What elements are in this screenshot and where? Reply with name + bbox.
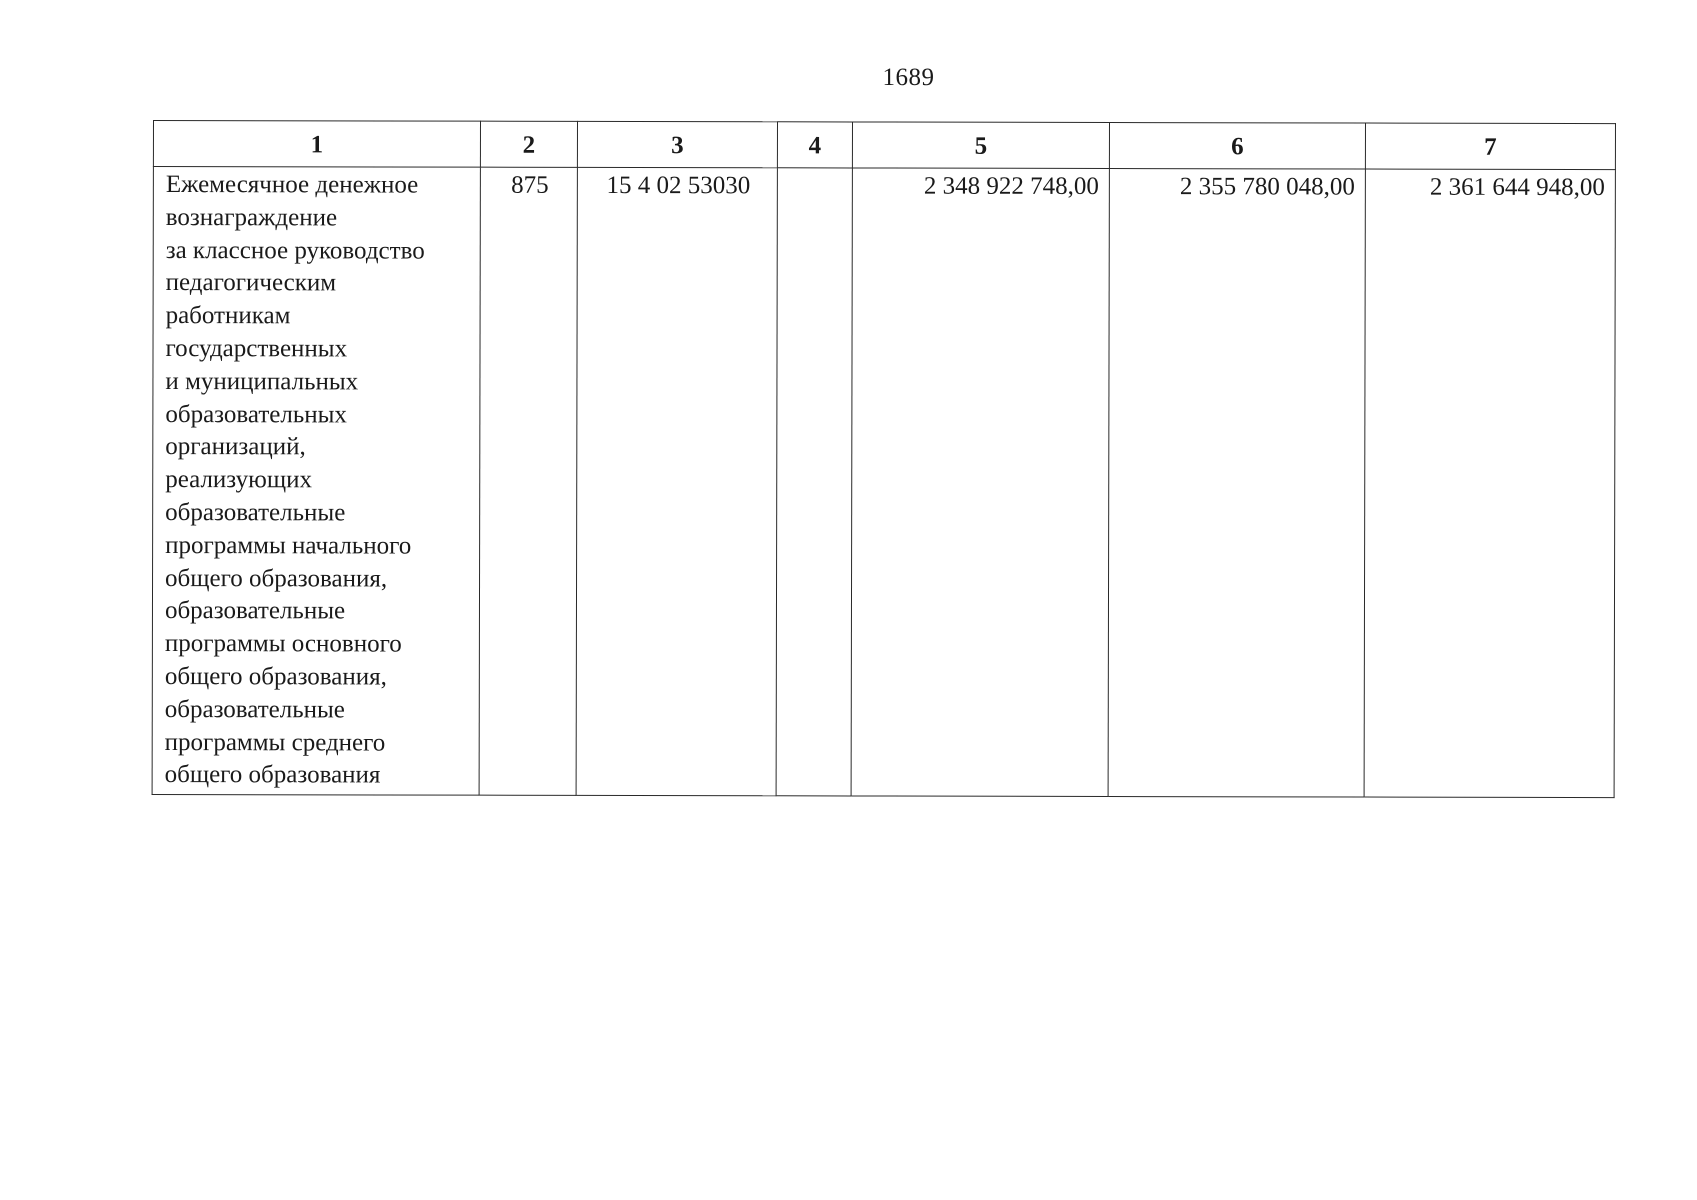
column-header: 2 <box>480 121 577 167</box>
amount-year3-cell: 2 361 644 948,00 <box>1364 169 1615 798</box>
target-article-cell: 15 4 02 53030 <box>576 167 777 796</box>
column-header: 6 <box>1109 123 1365 170</box>
budget-table <box>152 120 1616 798</box>
page-number: 1689 <box>882 64 935 91</box>
expense-name-cell: Ежемесячное денежное вознаграждение за классное руководство педагогическим работникам государственных и муниципальных образовательных организаций, реализующих образовательные программы начального общего образования, образовательные программы основного общего образования, образовательные программы среднего общего образования <box>152 167 480 796</box>
amount-year2-cell: 2 355 780 048,00 <box>1108 169 1365 798</box>
table-header-row <box>153 121 1615 170</box>
column-header: 4 <box>777 122 852 168</box>
table-row <box>152 167 1615 798</box>
column-header: 5 <box>852 122 1109 169</box>
ministry-code-cell: 875 <box>479 167 577 795</box>
column-header: 7 <box>1365 123 1615 170</box>
column-header: 3 <box>577 121 777 167</box>
expense-type-cell <box>776 168 852 796</box>
column-header: 1 <box>153 121 480 168</box>
amount-year1-cell: 2 348 922 748,00 <box>851 168 1109 797</box>
